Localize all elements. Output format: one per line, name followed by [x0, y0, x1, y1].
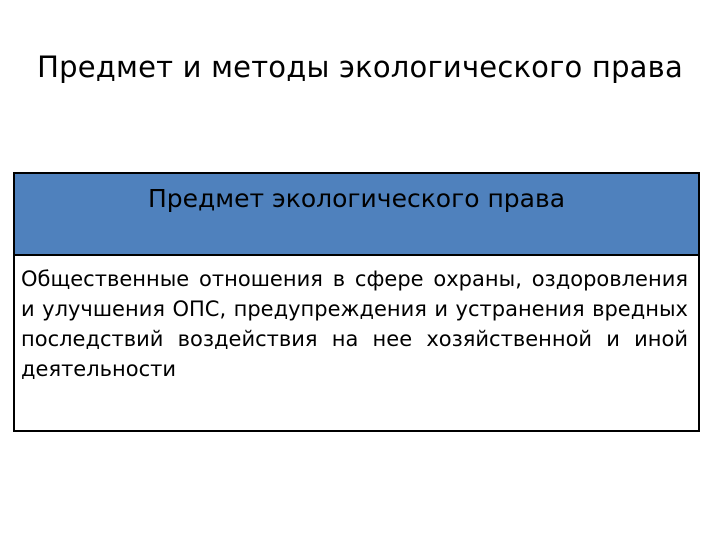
subject-box-body: Общественные отношения в сфере охраны, оздоровления и улучшения ОПС, предупреждения и устранения вредных последствий воздействия на нее хозяйственной и иной деятельности	[21, 267, 688, 381]
slide-title: Предмет и методы экологического права	[37, 50, 683, 84]
subject-box-header	[15, 174, 698, 256]
subject-box-header-text: Предмет экологического права	[147, 184, 566, 213]
subject-box	[13, 172, 700, 432]
